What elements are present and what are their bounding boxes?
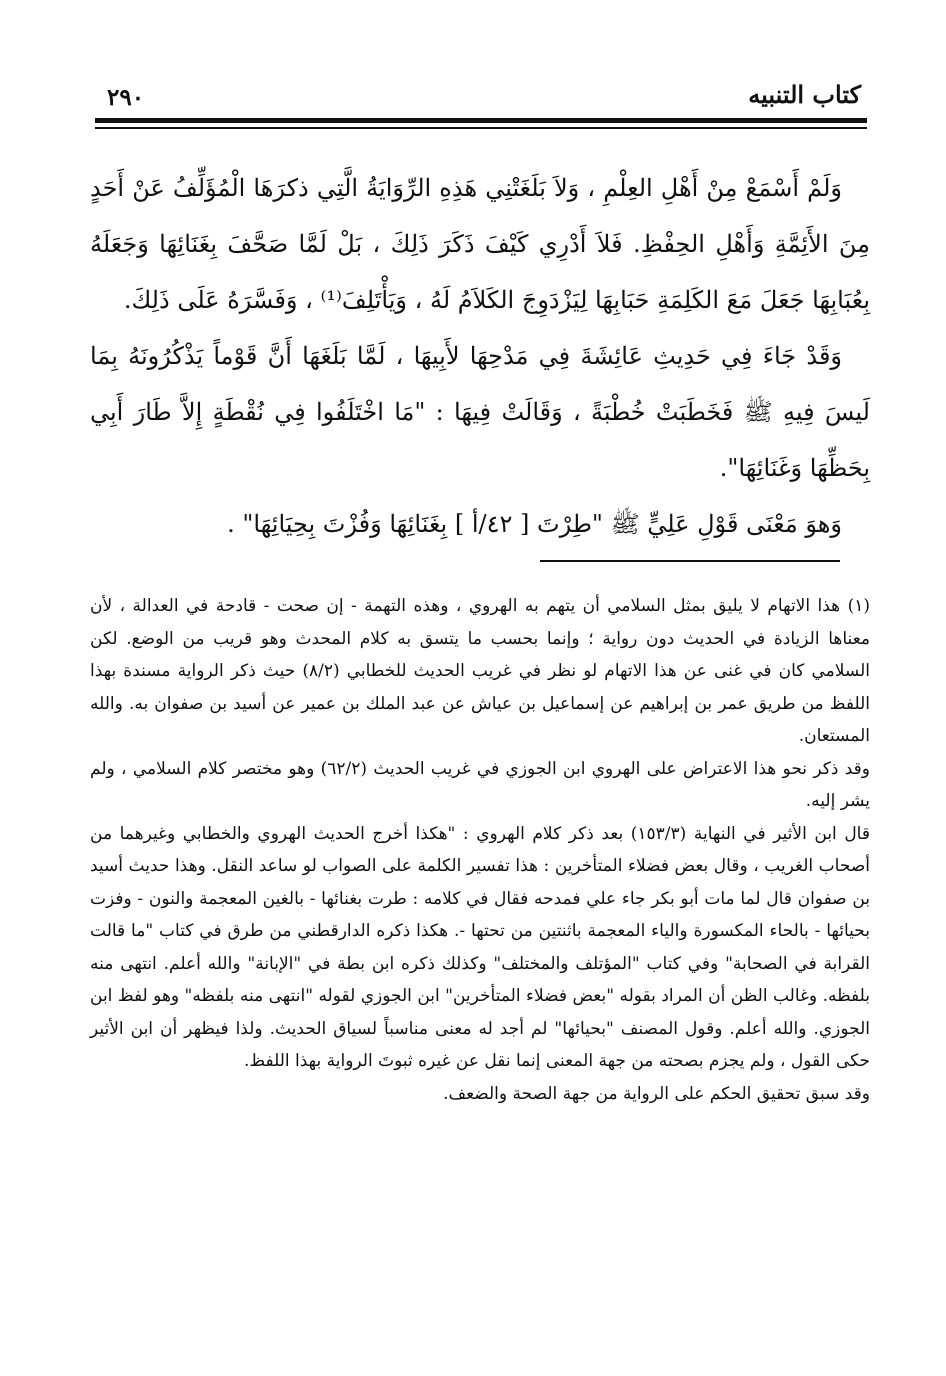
footnote-paragraph: قال ابن الأثير في النهاية (١٥٣/٣) بعد ذكر كلام الهروي : "هكذا أخرج الحديث الهروي والخطابي وغيرهما من أصحاب الغريب ، وقال بعض فضلاء المتأخرين : هذا تفسير الكلمة على الصواب لو ساعد النقل. وهذا حديث أسيد بن صفوان قال لما مات أبو بكر جاء علي فمدحه فقال في كلامه : طرت بغنائها - بالغين المعجمة والنون - وفزت بحيائها - بالحاء المكسورة والياء المعجمة باثنتين من تحتها -. هكذا ذكره الدارقطني من طرق في كتاب "ما قالت القرابة في الصحابة" وفي كتاب "المؤتلف والمختلف" وكذلك ذكره ابن بطة في "الإبانة" والله أعلم. انتهى منه بلفظه. وغالب الظن أن المراد بقوله "بعض فضلاء المتأخرين" ابن الجوزي لقوله "انتهى منه بلفظه" وهو لفظ ابن الجوزي. والله أعلم. وقول المصنف "بحيائها" لم أجد له معنى مناسباً لسياق الحديث. ولذا فيظهر أن ابن الأثير حكى القول ، ولم يجزم بصحته من جهة المعنى إنما نقل عن غيره ثبوتَ الرواية بهذا اللفظ. [90, 823, 870, 1071]
main-paragraph: وَهوَ مَعْنَى قَوْلِ عَلِيٍّ ﷺ "طِرْتَ [ ٤٢/أ ] بِغَنَائِهَا وَفُزْتَ بِحِيَائِهَا" . [227, 510, 842, 538]
main-paragraph: وَقَدْ جَاءَ فِي حَدِيثِ عَائِشَةَ فِي مَدْحِهَا لأَبِيهَا ، لَمَّا بَلَغَهَا أَنَّ قَوْماً يَذْكُرُونَهُ بِمَا لَيسَ فِيهِ ﷺ فَخَطَبَتْ خُطْبَةً ، وَقَالَتْ فِيهَا : "مَا اخْتَلَفُوا فِي نُقْطَةٍ إِلاَّ طَارَ أَبِي بِحَظِّهَا وَغَنَائِهَا". [90, 342, 870, 482]
header-rule-thin [95, 127, 867, 129]
footnote-paragraph: وقد سبق تحقيق الحكم على الرواية من جهة الصحة والضعف. [443, 1083, 870, 1104]
footnote-separator [540, 560, 840, 562]
footnote-paragraph: وقد ذكر نحو هذا الاعتراض على الهروي ابن الجوزي في غريب الحديث (٦٢/٢) وهو مختصر كلام السلامي ، ولم يشر إليه. [90, 758, 870, 811]
running-title: كتاب التنبيه [748, 80, 861, 109]
header-rule-thick [95, 118, 867, 123]
footnotes [90, 590, 870, 1110]
main-text [90, 160, 870, 552]
footnote-paragraph: (١) هذا الاتهام لا يليق بمثل السلامي أن يتهم به الهروي ، وهذه التهمة - إن صحت - قادحة في العدالة ، لأن معناها الزيادة في الحديث دون رواية ؛ وإنما بحسب ما يتسق به كلام المحدث وهو قريب من الوضع. لكن السلامي كان في غنى عن هذا الاتهام لو نظر في غريب الحديث للخطابي (٨/٢) حيث ذكر الرواية مسندة بهذا اللفظ من طريق عمر بن إبراهيم عن إسماعيل بن عياش عن عبد الملك بن عمير عن أسيد بن صفوان به. والله المستعان. [90, 596, 870, 746]
main-paragraph: وَلَمْ أَسْمَعْ مِنْ أَهْلِ العِلْمِ ، وَلاَ بَلَغَتْنِي هَذِهِ الرِّوَايَةُ الَّتِي ذكرَهَا الْمُؤَلِّفُ عَنْ أَحَدٍ مِنَ الأَئِمَّةِ وَأَهْلِ الحِفْظِ. فَلاَ أَدْرِي كَيْفَ ذَكَرَ ذَلِكَ ، بَلْ لَمَّا صَحَّفَ بِغَنَائِهَا وَجَعَلَهُ بِعُبَابِهَا جَعَلَ مَعَ الكَلِمَةِ حَبَابِهَا لِيَزْدَوِجَ الكَلاَمُ لَهُ ، وَيَأْتَلِفَ⁽¹⁾ ، وَفَسَّرَهُ عَلَى ذَلِكَ. [90, 174, 870, 314]
page-header [95, 78, 867, 114]
page-number: ٢٩٠ [107, 84, 145, 111]
